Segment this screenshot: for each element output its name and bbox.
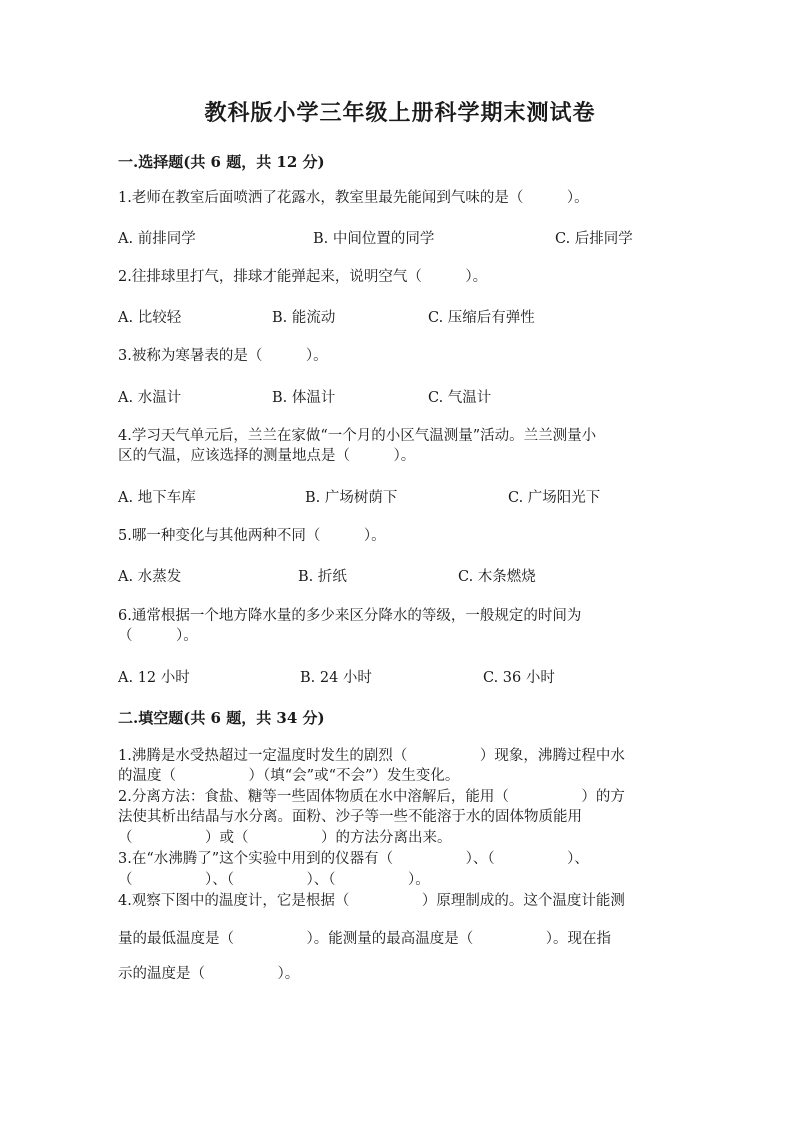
question-6-option-b: B. 24 小时 [300, 670, 372, 686]
fill-line-2: 的温度（ ）（填“会”或“不会”）发生变化。 [118, 768, 460, 784]
section-heading-choice: 一.选择题(共 6 题，共 12 分) [118, 153, 325, 171]
fill-line-5: （ ）或（ ）的方法分离出来。 [118, 830, 452, 846]
question-4-option-a: A. 地下车库 [118, 490, 196, 506]
question-5-option-a: A. 水蒸发 [118, 569, 182, 585]
question-3-option-c: C. 气温计 [428, 390, 492, 406]
fill-line-1: 1.沸腾是水受热超过一定温度时发生的剧烈（ ）现象，沸腾过程中水 [118, 748, 625, 764]
fill-line-3: 2.分离方法：食盐、糖等一些固体物质在水中溶解后，能用（ ）的方 [118, 789, 625, 805]
question-4-stem-line-1: 4.学习天气单元后，兰兰在家做“一个月的小区气温测量”活动。兰兰测量小 [118, 428, 597, 444]
question-4-stem-line-2: 区的气温，应该选择的测量地点是（ ）。 [118, 448, 416, 464]
question-6-option-a: A. 12 小时 [118, 670, 190, 686]
question-4-option-c: C. 广场阳光下 [508, 490, 601, 506]
question-2-stem: 2.往排球里打气，排球才能弹起来，说明空气（ ）。 [118, 269, 488, 285]
page-title: 教科版小学三年级上册科学期末测试卷 [204, 100, 596, 126]
fill-line-8: 4.观察下图中的温度计，它是根据（ ）原理制成的。这个温度计能测 [118, 893, 625, 909]
question-2-option-c: C. 压缩后有弹性 [428, 310, 535, 326]
question-2-option-a: A. 比较轻 [118, 310, 182, 326]
question-3-stem: 3.被称为寒暑表的是（ ）。 [118, 348, 328, 364]
question-4-option-b: B. 广场树荫下 [305, 490, 398, 506]
question-1-option-b: B. 中间位置的同学 [313, 231, 435, 247]
question-6-stem-line-2: （ ）。 [118, 628, 198, 644]
question-1-option-a: A. 前排同学 [118, 231, 196, 247]
fill-line-6: 3.在“水沸腾了”这个实验中用到的仪器有（ ）、（ ）、 [118, 851, 589, 867]
section-heading-fill-blank: 二.填空题(共 6 题，共 34 分) [118, 709, 325, 727]
question-1-option-c: C. 后排同学 [555, 231, 633, 247]
fill-line-4: 法使其析出结晶与水分离。面粉、沙子等一些不能溶于水的固体物质能用 [118, 809, 582, 825]
question-3-option-a: A. 水温计 [118, 390, 182, 406]
question-3-option-b: B. 体温计 [272, 390, 336, 406]
fill-line-10: 示的温度是（ ）。 [118, 966, 300, 982]
fill-line-9: 量的最低温度是（ ）。能测量的最高温度是（ ）。现在指 [118, 931, 611, 947]
question-5-stem: 5.哪一种变化与其他两种不同（ ）。 [118, 528, 386, 544]
question-1-stem: 1.老师在教室后面喷洒了花露水，教室里最先能闻到气味的是（ ）。 [118, 190, 589, 206]
question-5-option-c: C. 木条燃烧 [458, 569, 536, 585]
question-6-option-c: C. 36 小时 [483, 670, 555, 686]
question-2-option-b: B. 能流动 [272, 310, 336, 326]
question-6-stem-line-1: 6.通常根据一个地方降水量的多少来区分降水的等级，一般规定的时间为 [118, 608, 582, 624]
question-5-option-b: B. 折纸 [298, 569, 347, 585]
fill-line-7: （ ）、（ ）、（ ）。 [118, 872, 430, 888]
